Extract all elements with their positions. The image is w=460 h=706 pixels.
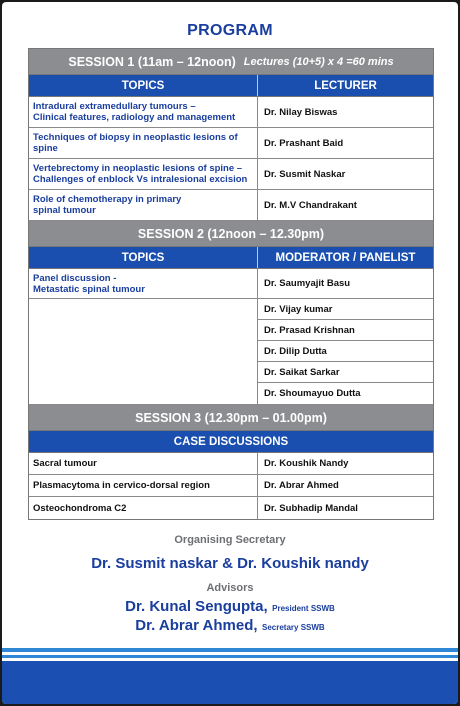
table-row bbox=[29, 497, 433, 519]
table-row bbox=[29, 475, 433, 497]
case-topic-cell: Osteochondroma C2 bbox=[29, 497, 258, 519]
advisor-role: President SSWB bbox=[272, 604, 335, 613]
panelist-item: Dr. Dilip Dutta bbox=[258, 341, 433, 362]
topic-cell bbox=[29, 190, 258, 220]
case-doctor-cell: Dr. Abrar Ahmed bbox=[264, 480, 339, 491]
session-2-header bbox=[29, 221, 433, 247]
table-row bbox=[29, 159, 433, 190]
session-2-column-header bbox=[29, 247, 433, 269]
topic-cell bbox=[29, 97, 258, 127]
topic-line: Panel discussion - bbox=[33, 272, 117, 284]
lecturer-cell: Dr. M.V Chandrakant bbox=[264, 199, 357, 211]
advisor-line bbox=[2, 617, 458, 635]
topic-line: spine bbox=[33, 143, 58, 154]
decorative-stripe bbox=[2, 655, 458, 658]
advisor-name: Dr. Abrar Ahmed, bbox=[135, 617, 258, 634]
case-topic-cell: Plasmacytoma in cervico-dorsal region bbox=[29, 475, 258, 496]
col-topics: TOPICS bbox=[29, 75, 258, 96]
panelist-list bbox=[258, 299, 433, 404]
advisor-name: Dr. Kunal Sengupta, bbox=[125, 598, 268, 615]
panelist-item: Dr. Prasad Krishnan bbox=[258, 320, 433, 341]
session-3-label: SESSION 3 (12.30pm – 01.00pm) bbox=[135, 410, 327, 425]
decorative-stripe bbox=[2, 648, 458, 652]
advisor-role: Secretary SSWB bbox=[262, 623, 325, 632]
lecturer-cell: Dr. Prashant Baid bbox=[264, 137, 344, 149]
program-table bbox=[28, 48, 434, 520]
advisor-line bbox=[2, 598, 458, 616]
topic-line: Challenges of enblock Vs intralesional excision bbox=[33, 174, 248, 185]
case-doctor-cell: Dr. Koushik Nandy bbox=[264, 458, 349, 469]
topic-cell bbox=[29, 159, 258, 189]
col-topics: TOPICS bbox=[29, 247, 258, 268]
topic-cell bbox=[29, 269, 258, 298]
page-title: PROGRAM bbox=[187, 22, 273, 39]
case-discussions-header: CASE DISCUSSIONS bbox=[29, 431, 433, 453]
panelist-item: Dr. Shoumayuo Dutta bbox=[264, 388, 361, 399]
col-lecturer: LECTURER bbox=[314, 79, 377, 92]
col-moderator: MODERATOR / PANELIST bbox=[275, 251, 416, 264]
topic-line: Intradural extramedullary tumours – bbox=[33, 101, 196, 112]
panelist-item: Dr. Saikat Sarkar bbox=[258, 362, 433, 383]
topic-line: Vertebrectomy in neoplastic lesions of spine – bbox=[33, 163, 243, 174]
case-topic-cell: Sacral tumour bbox=[29, 453, 258, 474]
topic-line: Clinical features, radiology and management bbox=[33, 112, 236, 123]
table-row bbox=[29, 453, 433, 475]
table-row bbox=[29, 190, 433, 221]
panelist-block bbox=[29, 299, 433, 405]
lecturer-cell: Dr. Nilay Biswas bbox=[264, 106, 338, 118]
session-2-label: SESSION 2 (12noon – 12.30pm) bbox=[137, 226, 325, 241]
program-page bbox=[2, 2, 458, 704]
advisors-label: Advisors bbox=[206, 582, 254, 594]
moderator-cell: Dr. Saumyajit Basu bbox=[264, 278, 351, 289]
table-row bbox=[29, 269, 433, 299]
topic-cell bbox=[29, 128, 258, 158]
topic-line: Techniques of biopsy in neoplastic lesions of bbox=[33, 132, 238, 143]
organising-secretary-label: Organising Secretary bbox=[174, 534, 286, 546]
session-1-column-header bbox=[29, 75, 433, 97]
topic-line: spinal tumour bbox=[33, 205, 96, 216]
topic-line: Role of chemotherapy in primary bbox=[33, 194, 182, 205]
empty-topic-cell bbox=[29, 299, 258, 404]
bottom-band bbox=[2, 661, 458, 704]
case-doctor-cell: Dr. Subhadip Mandal bbox=[264, 502, 358, 514]
session-1-label: SESSION 1 (11am – 12noon) bbox=[68, 54, 236, 69]
organising-secretary-names: Dr. Susmit naskar & Dr. Koushik nandy bbox=[91, 555, 369, 572]
table-row bbox=[29, 128, 433, 159]
session-3-header bbox=[29, 405, 433, 431]
table-row bbox=[29, 97, 433, 128]
lecturer-cell: Dr. Susmit Naskar bbox=[264, 168, 346, 180]
session-1-subtitle: Lectures (10+5) x 4 =60 mins bbox=[243, 55, 394, 68]
topic-line: Metastatic spinal tumour bbox=[33, 283, 145, 295]
panelist-item: Dr. Vijay kumar bbox=[258, 299, 433, 320]
session-1-header bbox=[29, 49, 433, 75]
